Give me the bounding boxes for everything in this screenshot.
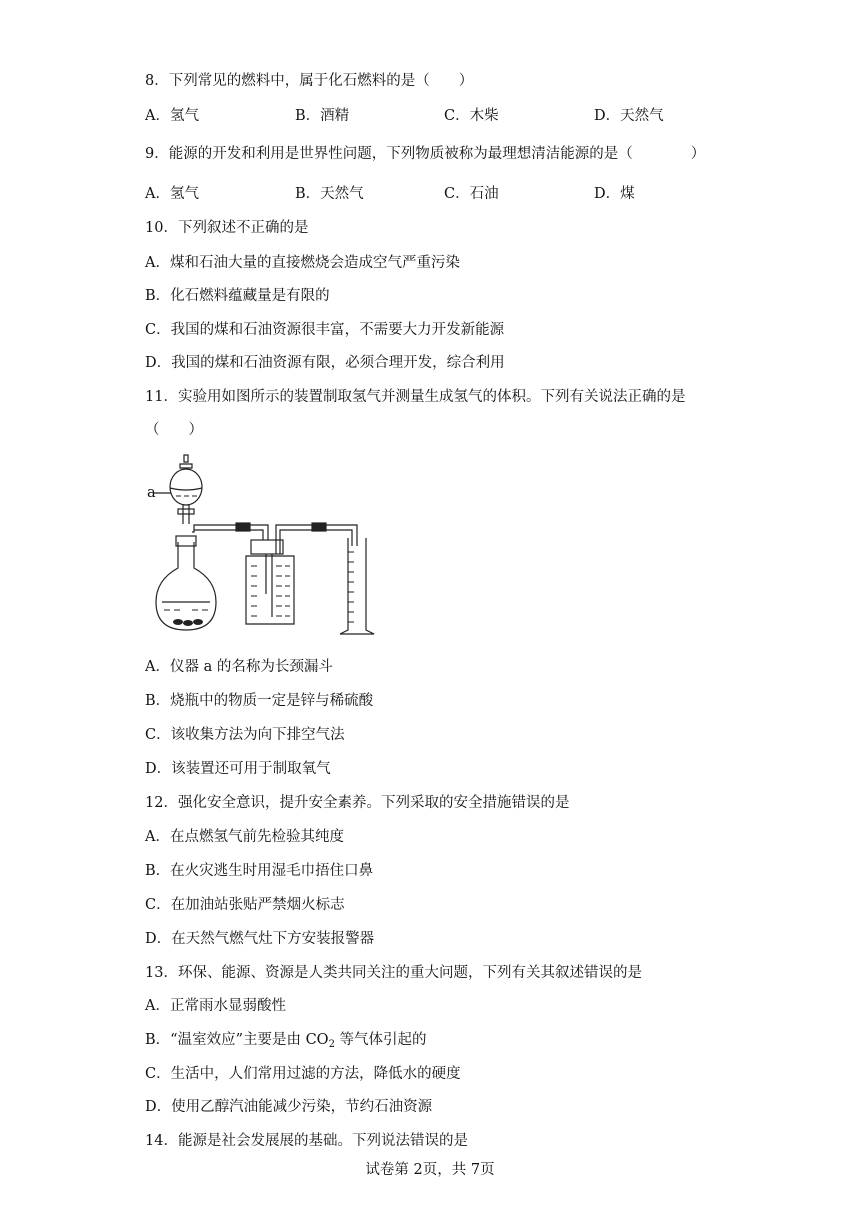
hydrogen-apparatus-figure — [148, 452, 388, 638]
rubber-tube-2 — [312, 523, 326, 531]
q9-option-c: C．石油 — [444, 186, 499, 202]
question-11-stem-continued: （ ） — [145, 422, 203, 438]
funnel-stopper — [184, 455, 188, 462]
delivery-tube-1 — [192, 525, 236, 532]
q9-option-d: D．煤 — [594, 186, 635, 202]
page-footer: 试卷第 2页，共 7页 — [365, 1162, 495, 1178]
q8-option-c: C．木柴 — [444, 108, 499, 124]
q10-option-d: D．我国的煤和石油资源有限，必须合理开发，综合利用 — [145, 355, 505, 371]
question-13-stem: 13．环保、能源、资源是人类共同关注的重大问题，下列有关其叙述错误的是 — [145, 965, 642, 981]
q11-option-b: B．烧瓶中的物质一定是锌与稀硫酸 — [145, 693, 374, 709]
q10-option-b: B．化石燃料蕴藏量是有限的 — [145, 288, 330, 304]
q8-option-b: B．酒精 — [295, 108, 350, 124]
q8-option-a: A．氢气 — [145, 108, 199, 124]
question-8-stem: 8．下列常见的燃料中，属于化石燃料的是（ ） — [145, 73, 474, 89]
q12-option-d: D．在天然气燃气灶下方安装报警器 — [145, 931, 375, 947]
question-12-stem: 12．强化安全意识，提升安全素养。下列采取的安全措施错误的是 — [145, 795, 570, 811]
q9-option-b: B．天然气 — [295, 186, 364, 202]
q9-option-a: A．氢气 — [145, 186, 199, 202]
q13-option-c: C．生活中，人们常用过滤的方法，降低水的硬度 — [145, 1066, 461, 1082]
graduated-cylinder — [340, 538, 374, 634]
q11-option-d: D．该装置还可用于制取氧气 — [145, 761, 331, 777]
q13-option-d: D．使用乙醇汽油能减少污染，节约石油资源 — [145, 1099, 433, 1115]
q13-option-b-text: B．“温室效应”主要是由 CO — [145, 1032, 329, 1048]
q13-option-a: A．正常雨水显弱酸性 — [145, 998, 286, 1014]
q11-option-c: C．该收集方法为向下排空气法 — [145, 727, 345, 743]
q10-option-a: A．煤和石油大量的直接燃烧会造成空气严重污染 — [145, 255, 460, 271]
co2-subscript: 2 — [328, 1039, 335, 1050]
q11-option-a: A．仪器 a 的名称为长颈漏斗 — [145, 659, 333, 675]
funnel-neck — [180, 464, 192, 468]
rubber-tube-1 — [236, 523, 250, 531]
flask-stopper — [176, 536, 196, 546]
round-flask — [156, 542, 216, 630]
q12-option-b: B．在火灾逃生时用湿毛巾捂住口鼻 — [145, 863, 374, 879]
q13-option-b-tail: 等气体引起的 — [334, 1032, 427, 1048]
question-11-stem: 11．实验用如图所示的装置制取氢气并测量生成氢气的体积。下列有关说法正确的是 — [145, 389, 686, 405]
question-9-stem: 9．能源的开发和利用是世界性问题，下列物质被称为最理想清洁能源的是（ ） — [145, 146, 706, 162]
question-14-stem: 14．能源是社会发展展的基础。下列说法错误的是 — [145, 1133, 468, 1149]
question-10-stem: 10．下列叙述不正确的是 — [145, 220, 309, 236]
q12-option-a: A．在点燃氢气前先检验其纯度 — [145, 829, 344, 845]
q10-option-c: C．我国的煤和石油资源很丰富，不需要大力开发新能源 — [145, 322, 505, 338]
bottle-stopper — [251, 540, 283, 554]
funnel-bulb — [170, 469, 202, 505]
q12-option-c: C．在加油站张贴严禁烟火标志 — [145, 897, 345, 913]
funnel-stopcock — [178, 509, 194, 514]
figure-label-a: a — [147, 485, 156, 501]
q13-option-b — [145, 1030, 427, 1055]
q8-option-d: D．天然气 — [594, 108, 664, 124]
